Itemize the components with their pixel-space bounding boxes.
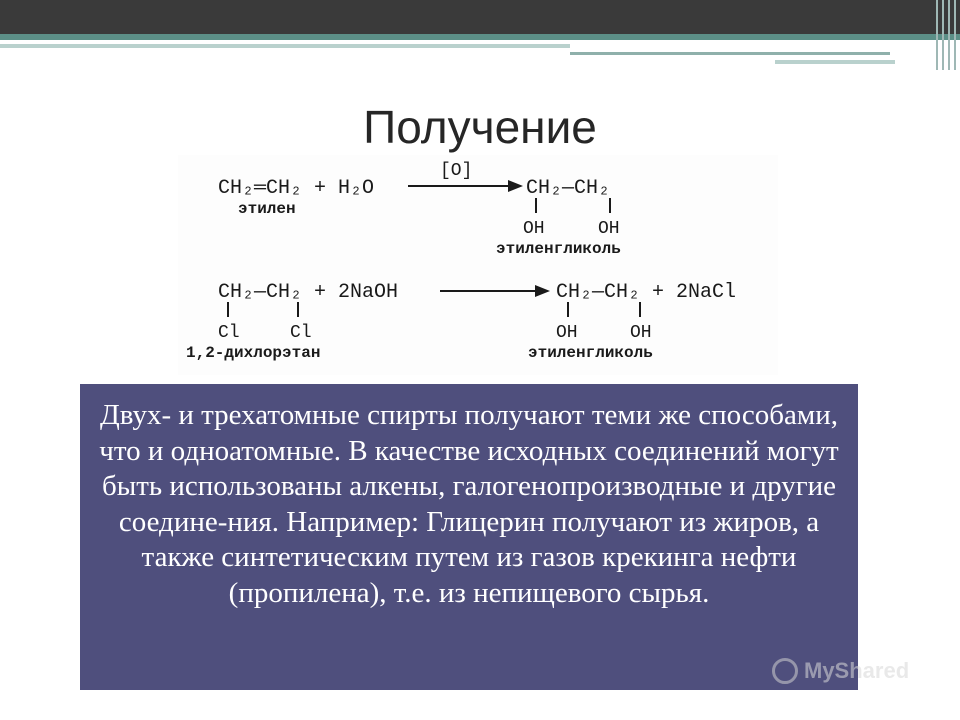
reaction2-product-name: этиленгликоль (528, 344, 653, 362)
info-text-box (80, 384, 858, 690)
reaction2-product-group: OH (556, 323, 578, 343)
watermark-text: MyShared (804, 658, 910, 683)
reaction2-reactant-group: Cl (290, 323, 312, 343)
watermark-logo-icon (772, 658, 798, 684)
reaction1-product-group: OH (523, 219, 545, 239)
reaction1-product-name: этиленгликоль (496, 240, 621, 258)
reaction2-reactant-group: Cl (218, 323, 240, 343)
reaction2-reactant-name: 1,2-дихлорэтан (186, 344, 321, 362)
slide-title: Получение (363, 101, 597, 153)
reaction2-reactant: CH₂—CH₂ + 2NaOH (218, 281, 399, 304)
reaction2-arrowhead (535, 285, 550, 297)
reaction2-product: CH₂—CH₂ + 2NaCl (556, 281, 737, 304)
top-decor-bar (0, 0, 960, 34)
reaction-scheme-svg (178, 155, 778, 375)
decor-stripe (0, 44, 570, 48)
reaction1-product: CH₂—CH₂ (526, 177, 611, 200)
watermark (772, 658, 909, 684)
corner-decor-lines (934, 0, 956, 70)
reaction1-condition: [O] (440, 161, 473, 181)
reaction1-product-group: OH (598, 219, 620, 239)
reaction1-reactant-name: этилен (238, 200, 296, 218)
reaction2-product-group: OH (630, 323, 652, 343)
body-text: Двух- и трехатомные спирты получают теми же способами, что и одноатомные. В качестве исходных соединений могут быть использованы алкены, галогенопроизводные и другие соедине-ния. Например: Глицерин получают из жиров, а также синтетическим путем из газов крекинга нефти (пропилена), т.е. из непищевого сырья. (99, 399, 839, 609)
top-accent-line (0, 34, 960, 40)
reaction1-reactant: CH₂═CH₂ + H₂O (218, 177, 375, 200)
reaction-scheme (178, 155, 778, 375)
decor-stripe (775, 60, 895, 64)
reaction1-arrowhead (508, 180, 523, 192)
decor-stripe (570, 52, 890, 55)
